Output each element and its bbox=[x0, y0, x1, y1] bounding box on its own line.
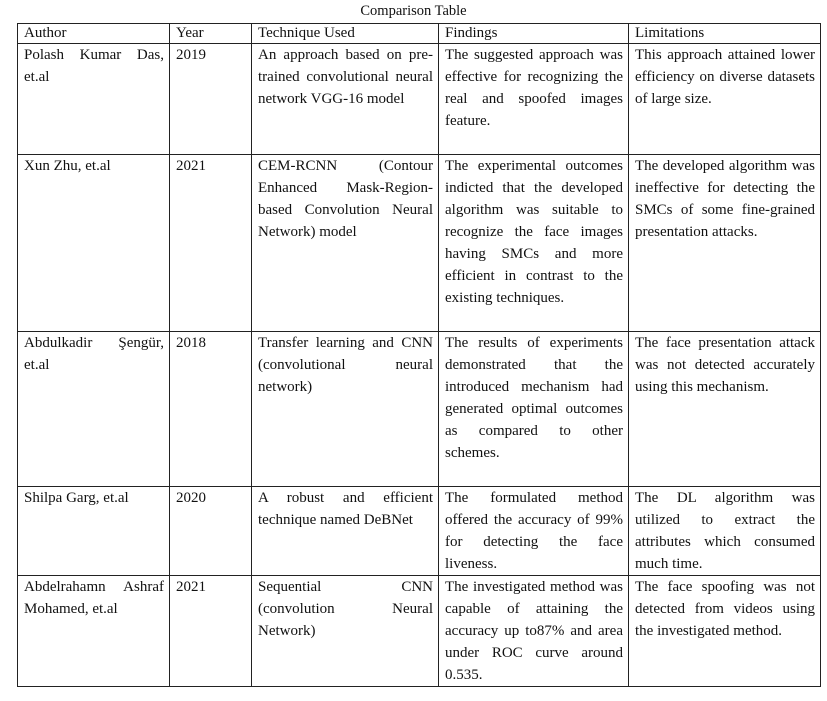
table-row bbox=[18, 155, 821, 332]
cell-technique: Transfer learning and CNN (convolutional neural network) bbox=[252, 332, 439, 487]
cell-limitations: The face presentation attack was not detected accurately using this mechanism. bbox=[629, 332, 821, 487]
cell-limitations: The developed algorithm was ineffective for detecting the SMCs of some fine-grained presentation attacks. bbox=[629, 155, 821, 332]
cell-year: 2018 bbox=[170, 332, 252, 487]
cell-limitations: The DL algorithm was utilized to extract the attributes which consumed much time. bbox=[629, 487, 821, 576]
header-findings: Findings bbox=[439, 24, 629, 44]
cell-findings: The experimental outcomes indicted that the developed algorithm was suitable to recognize the face images having SMCs and more efficient in contrast to the existing techniques. bbox=[439, 155, 629, 332]
cell-author: Abdulkadir Şengür, et.al bbox=[18, 332, 170, 487]
cell-year: 2019 bbox=[170, 44, 252, 155]
cell-findings: The results of experiments demonstrated that the introduced mechanism had generated optimal outcomes as compared to other schemes. bbox=[439, 332, 629, 487]
cell-author: Polash Kumar Das, et.al bbox=[18, 44, 170, 155]
cell-author: Xun Zhu, et.al bbox=[18, 155, 170, 332]
cell-year: 2021 bbox=[170, 576, 252, 687]
cell-technique: Sequential CNN (convolution Neural Network) bbox=[252, 576, 439, 687]
table-row bbox=[18, 332, 821, 487]
cell-findings: The suggested approach was effective for recognizing the real and spoofed images feature. bbox=[439, 44, 629, 155]
cell-technique: A robust and efficient technique named DeBNet bbox=[252, 487, 439, 576]
header-row bbox=[18, 24, 821, 44]
cell-technique: CEM-RCNN (Contour Enhanced Mask-Region-based Convolution Neural Network) model bbox=[252, 155, 439, 332]
table-row bbox=[18, 576, 821, 687]
cell-author: Shilpa Garg, et.al bbox=[18, 487, 170, 576]
cell-limitations: This approach attained lower efficiency on diverse datasets of large size. bbox=[629, 44, 821, 155]
header-year: Year bbox=[170, 24, 252, 44]
table-row bbox=[18, 487, 821, 576]
table-caption: Comparison Table bbox=[360, 3, 467, 19]
cell-findings: The investigated method was capable of attaining the accuracy up to87% and area under ROC curve around 0.535. bbox=[439, 576, 629, 687]
cell-findings: The formulated method offered the accuracy of 99% for detecting the face liveness. bbox=[439, 487, 629, 576]
header-author: Author bbox=[18, 24, 170, 44]
header-technique: Technique Used bbox=[252, 24, 439, 44]
cell-year: 2020 bbox=[170, 487, 252, 576]
cell-year: 2021 bbox=[170, 155, 252, 332]
comparison-table bbox=[17, 23, 821, 687]
table-row bbox=[18, 44, 821, 155]
header-limitations: Limitations bbox=[629, 24, 821, 44]
cell-limitations: The face spoofing was not detected from videos using the investigated method. bbox=[629, 576, 821, 687]
cell-author: Abdelrahamn Ashraf Mohamed, et.al bbox=[18, 576, 170, 687]
cell-technique: An approach based on pre-trained convolutional neural network VGG-16 model bbox=[252, 44, 439, 155]
